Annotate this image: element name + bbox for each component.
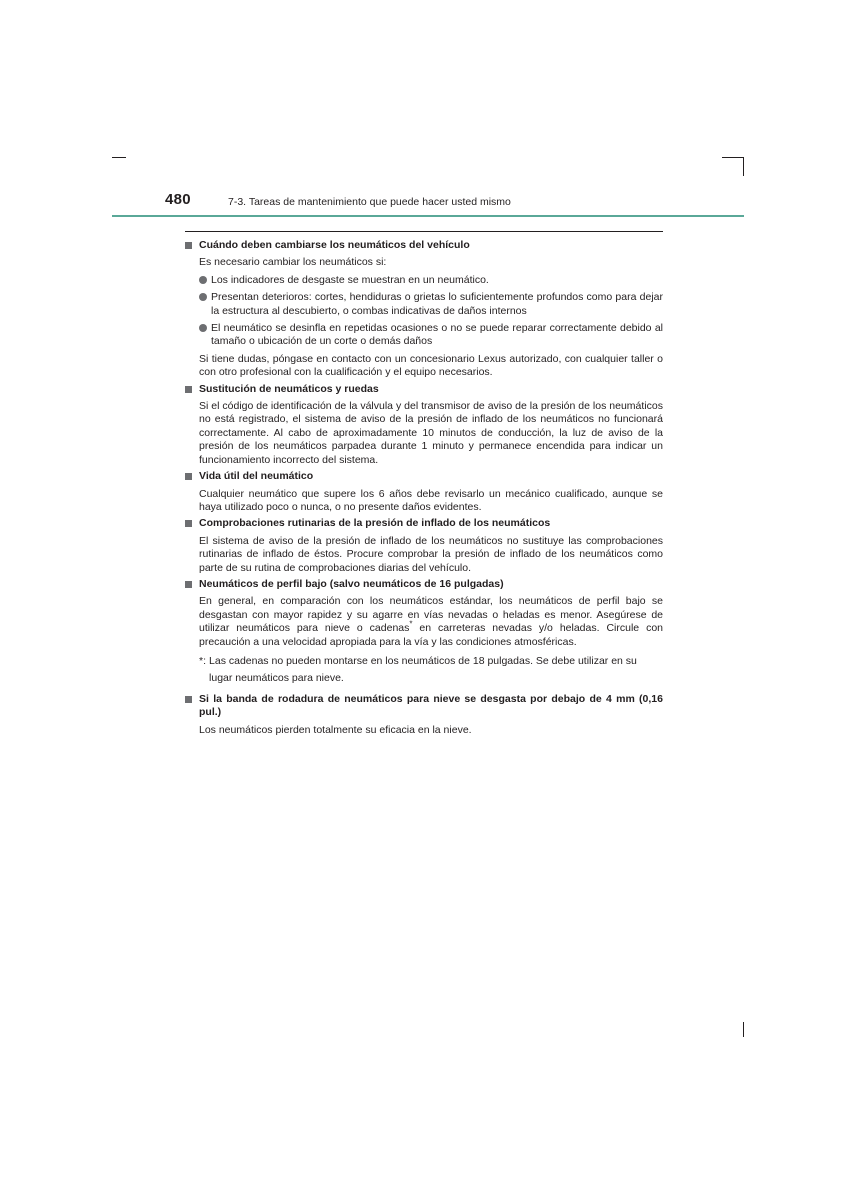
chapter-title: 7-3. Tareas de mantenimiento que puede hacer usted mismo (228, 196, 511, 208)
section-heading: Vida útil del neumático (185, 470, 663, 483)
list-item: Los indicadores de desgaste se muestran en un neumático. (199, 274, 663, 287)
square-bullet-icon (185, 696, 192, 703)
crop-mark-top-right-v (743, 157, 744, 176)
header-rule (112, 215, 744, 217)
section-body: Si el código de identificación de la válvula y del transmisor de aviso de la presión de los neumáticos no está registrado, el sistema de aviso de la presión de inflado de los neumáticos no funcionará correctamente. Al cabo de aproximadamente 10 minutos de conducción, la luz de aviso de la presión de los neumáticos parpadea durante 1 minuto y permanece encendida para indicar un funcionamiento incorrecto del sistema. (199, 400, 663, 466)
footnote (199, 653, 663, 687)
square-bullet-icon (185, 386, 192, 393)
section-closing: Si tiene dudas, póngase en contacto con un concesionario Lexus autorizado, con cualquier taller o con otro profesional con la cualificación y el equipo necesarios. (199, 352, 663, 379)
footnote-marker: * (409, 619, 413, 629)
list-item: Presentan deterioros: cortes, hendiduras o grietas lo suficientemente profundos como para dejar la estructura al descubierto, o combas indicativas de daños internos (199, 291, 663, 318)
round-bullet-icon (199, 276, 207, 284)
square-bullet-icon (185, 473, 192, 480)
section-tire-lifespan (185, 470, 663, 514)
section-intro: Es necesario cambiar los neumáticos si: (199, 256, 387, 269)
crop-mark-bottom-right (743, 1022, 744, 1037)
section-heading: Si la banda de rodadura de neumáticos para nieve se desgasta por debajo de 4 mm (0,16 pul.) (185, 693, 663, 720)
content-rule (185, 231, 663, 232)
list-item: El neumático se desinfla en repetidas ocasiones o no se puede reparar correctamente debido al tamaño o ubicación de un corte o demás daños (199, 322, 663, 349)
round-bullet-icon (199, 293, 207, 301)
section-heading: Comprobaciones rutinarias de la presión de inflado de los neumáticos (185, 517, 663, 530)
section-routine-pressure-checks (185, 517, 663, 575)
section-heading: Sustitución de neumáticos y ruedas (185, 383, 663, 396)
page-content (185, 239, 663, 740)
section-tire-replacement-timing (185, 239, 663, 380)
section-heading: Cuándo deben cambiarse los neumáticos del vehículo (185, 239, 663, 252)
section-body: Los neumáticos pierden totalmente su eficacia en la nieve. (199, 723, 472, 736)
footnote-text: Las cadenas no pueden montarse en los neumáticos de 18 pulgadas. Se debe utilizar en su lugar neumáticos para nieve. (209, 654, 637, 684)
section-heading: Neumáticos de perfil bajo (salvo neumáticos de 16 pulgadas) (185, 578, 663, 591)
page-number: 480 (165, 191, 191, 208)
crop-mark-top-right-h (722, 157, 744, 158)
crop-mark-top-left (112, 157, 126, 158)
round-bullet-icon (199, 324, 207, 332)
section-body: Cualquier neumático que supere los 6 años debe revisarlo un mecánico cualificado, aunque se haya utilizado poco o nunca, o no presente daños evidentes. (199, 487, 663, 513)
section-tire-wheel-substitution (185, 383, 663, 467)
square-bullet-icon (185, 242, 192, 249)
section-snow-tire-tread-wear (185, 693, 663, 737)
section-body: En general, en comparación con los neumáticos estándar, los neumáticos de perfil bajo se desgastan con mayor rapidez y su agarre en vías nevadas o heladas es menor. Asegúrese de utilizar neumáticos para nieve o cadenas* en carreteras nevadas y/o heladas. Circule con precaución a una velocidad apropiada para la vía y las condiciones atmosféricas. (199, 595, 663, 648)
footnote-mark: *: (199, 654, 207, 667)
square-bullet-icon (185, 520, 192, 527)
square-bullet-icon (185, 581, 192, 588)
section-body: El sistema de aviso de la presión de inflado de los neumáticos no sustituye las comprobaciones rutinarias de inflado de éstos. Procure comprobar la presión de inflado de los neumáticos como parte de su rutina de comprobaciones diarias del vehículo. (199, 534, 663, 574)
section-low-profile-tires (185, 578, 663, 687)
